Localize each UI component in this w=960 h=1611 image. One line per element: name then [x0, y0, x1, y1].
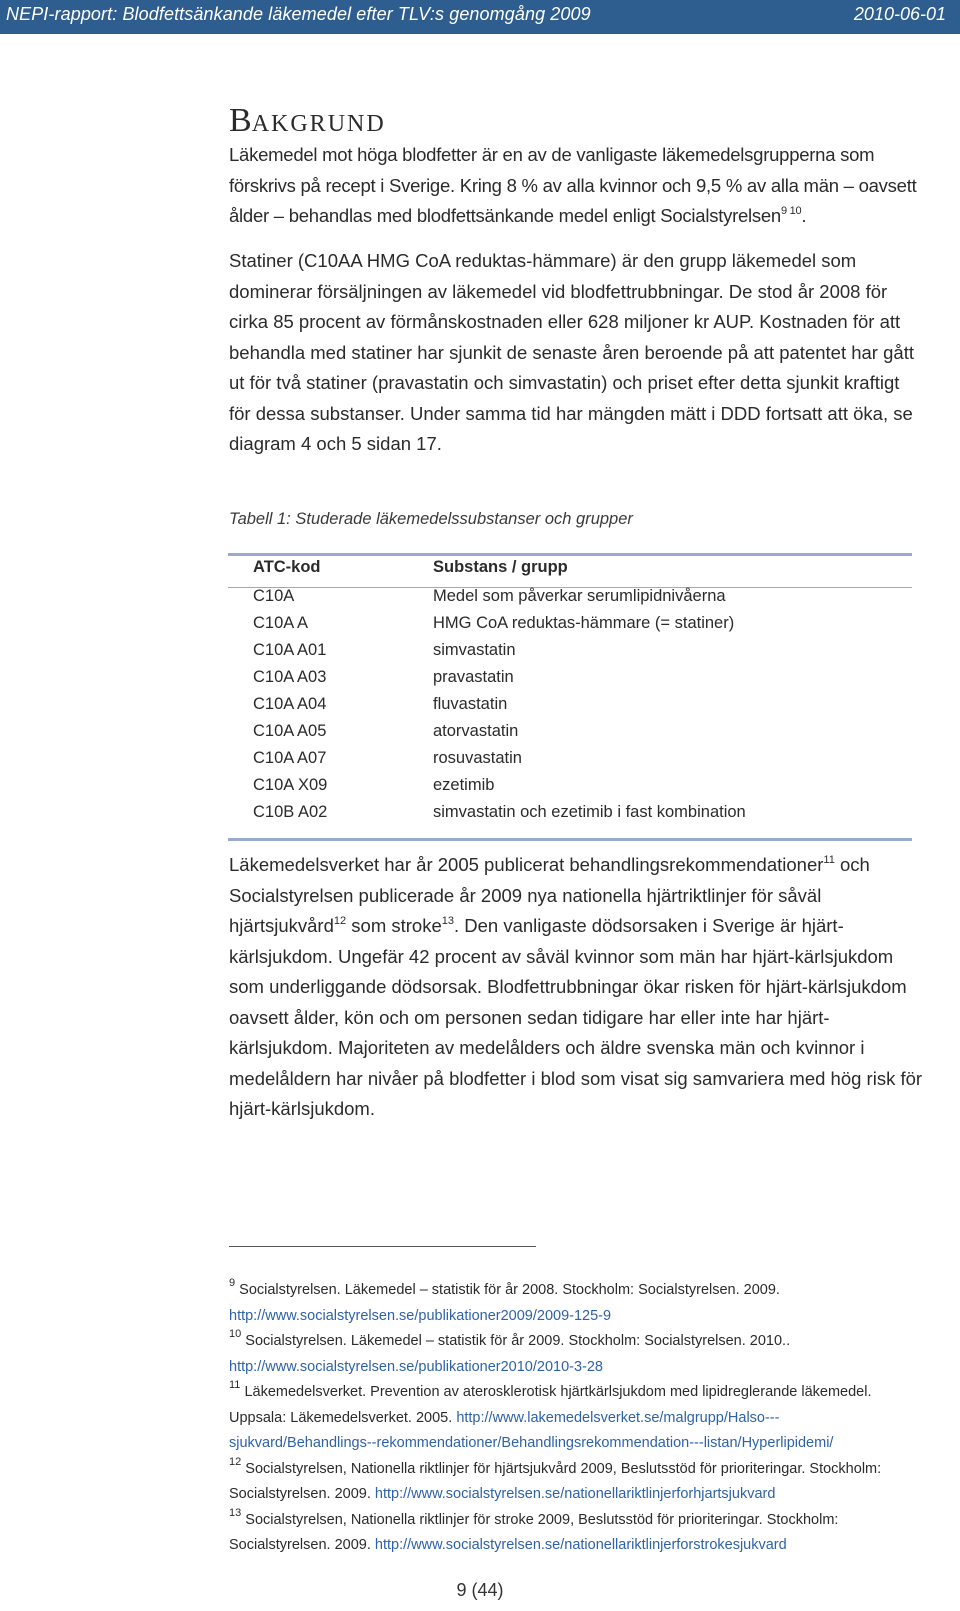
footnote-number: 11	[229, 1379, 241, 1391]
footnote-number: 9	[229, 1277, 236, 1289]
paragraph-line: hjärt-kärlsjukdom.	[229, 1098, 375, 1119]
substance: ezetimib	[433, 776, 495, 794]
footnote-text: Uppsala: Läkemedelsverket. 2005.	[229, 1409, 457, 1426]
heading-initial: B	[229, 102, 252, 139]
footnote-link[interactable]: http://www.socialstyrelsen.se/publikationer2010/2010-3-28	[229, 1358, 603, 1375]
paragraph-line: dominerar försäljningen av läkemedel vid blodfettrubbningar. De stod år 2008 för	[229, 280, 888, 302]
page-number: 9 (44)	[456, 1580, 504, 1600]
paragraph-line: diagram 4 och 5 sidan 17.	[229, 433, 442, 454]
substance: atorvastatin	[433, 722, 519, 740]
footnote-11	[229, 1380, 949, 1406]
section-heading	[229, 102, 386, 140]
substance: pravastatin	[433, 668, 514, 686]
footnote-separator	[229, 1246, 536, 1247]
paragraph-line: Socialstyrelsen publicerade år 2009 nya nationella hjärtriktlinjer för såväl	[229, 884, 822, 906]
paragraph-line: Statiner (C10AA HMG CoA reduktas-hämmare) är den grupp läkemedel som	[229, 250, 857, 271]
footnote-9	[229, 1278, 949, 1304]
footnote-ref: 13	[441, 915, 454, 927]
paragraph-line: kärlsjukdom. Ungefär 42 procent av såväl kvinnor som män har hjärt-kärlsjukdom	[229, 945, 894, 967]
atc-code: C10A A03	[253, 668, 327, 686]
footnote-text: Socialstyrelsen. 2009.	[229, 1486, 375, 1502]
paragraph-line: ut för två statiner (pravastatin och simvastatin) och priset efter detta sjunkit kraftigt	[229, 372, 900, 393]
line-text: Läkemedelsverket har år 2005 publicerat behandlingsrekommendationer	[229, 854, 824, 875]
paragraph-line: oavsett ålder, kön och om personen sedan tidigare har eller inte har hjärt-	[229, 1006, 830, 1028]
line-text: . Den vanligaste dödsorsaken i Sverige är hjärt-	[454, 915, 844, 936]
atc-code: C10A A	[253, 614, 309, 632]
paragraph-line: Läkemedel mot höga blodfetter är en av de vanligaste läkemedelsgrupperna som	[229, 144, 875, 165]
footnote-text: Läkemedelsverket. Prevention av aterosklerotisk hjärtkärlsjukdom med lipidreglerande läkemedel.	[244, 1384, 872, 1400]
footnote-number: 10	[229, 1328, 242, 1340]
footnote-ref: 9 10	[780, 205, 802, 217]
footnote-ref: 12	[333, 915, 347, 927]
paragraph-line: behandla med statiner har sjunkit de senaste åren beroende på att patentet har gått	[229, 341, 914, 363]
line-end: .	[801, 205, 807, 226]
footnote-link[interactable]: sjukvard/Behandlings--rekommendationer/Behandlingsrekommendation---listan/Hyperlipidemi/	[229, 1435, 834, 1451]
substance: Medel som påverkar serumlipidnivåerna	[433, 587, 726, 605]
paragraph-statiner	[229, 246, 959, 460]
footnote-text: Socialstyrelsen. Läkemedel – statistik för år 2009. Stockholm: Socialstyrelsen. 2010..	[245, 1333, 791, 1349]
table-caption: Tabell 1: Studerade läkemedelssubstanser och grupper	[229, 510, 633, 528]
footnote-10	[229, 1329, 949, 1355]
footnote-link[interactable]: http://www.socialstyrelsen.se/publikationer2009/2009-125-9	[229, 1307, 612, 1324]
paragraph-line: cirka 85 procent av förmånskostnaden eller 628 miljoner kr AUP. Kostnaden för att	[229, 311, 901, 332]
atc-code: C10A A04	[253, 695, 327, 713]
footnote-13	[229, 1508, 949, 1534]
report-date: 2010-06-01	[853, 4, 946, 24]
paragraph-guidelines	[229, 850, 959, 1125]
table-rule-top	[228, 553, 912, 556]
atc-code: C10A	[253, 587, 295, 605]
footnote-line	[229, 1482, 949, 1508]
footnotes	[229, 1278, 949, 1559]
paragraph-line: förskrivs på recept i Sverige. Kring 8 % av alla kvinnor och 9,5 % av alla män – oavsett	[229, 174, 917, 196]
paragraph-line: som underliggande dödsorsak. Blodfettrubbningar ökar risken för hjärt-kärlsjukdom	[229, 976, 907, 997]
substance: fluvastatin	[433, 695, 508, 713]
header-substance: Substans / grupp	[433, 558, 568, 576]
footnote-number: 12	[229, 1455, 242, 1468]
footnote-number: 13	[229, 1506, 242, 1519]
footnote-text: Socialstyrelsen, Nationella riktlinjer för stroke 2009, Beslutsstöd för prioriteringar. Stockholm:	[245, 1511, 839, 1528]
atc-code: C10A A01	[253, 641, 327, 659]
report-title: NEPI-rapport: Blodfettsänkande läkemedel efter TLV:s genomgång 2009	[6, 4, 591, 24]
atc-code: C10A A05	[253, 722, 327, 740]
footnote-text: Socialstyrelsen. Läkemedel – statistik för år 2008. Stockholm: Socialstyrelsen. 2009.	[239, 1282, 780, 1298]
table-rule-bottom	[228, 838, 912, 841]
footnote-line	[229, 1533, 949, 1559]
line-text: hjärtsjukvård	[229, 915, 334, 936]
line-text: ålder – behandlas med blodfettsänkande medel enligt Socialstyrelsen	[229, 205, 781, 226]
page-header	[0, 0, 960, 34]
footnote-ref: 11	[823, 854, 835, 866]
footnote-text: Socialstyrelsen. 2009.	[229, 1537, 375, 1553]
line-text: som stroke	[346, 915, 442, 936]
paragraph-line	[229, 201, 959, 232]
header-atc-code: ATC-kod	[253, 558, 321, 576]
footnote-12	[229, 1457, 949, 1483]
line-text: och	[834, 854, 870, 875]
substance: rosuvastatin	[433, 749, 522, 767]
substance: simvastatin	[433, 641, 516, 659]
atc-code: C10B A02	[253, 803, 328, 821]
footnote-line	[229, 1406, 949, 1432]
paragraph-line: kärlsjukdom. Majoriteten av medelålders och äldre svenska män och kvinnor i	[229, 1037, 865, 1058]
paragraph-line	[229, 850, 959, 881]
heading-rest: AKGRUND	[251, 111, 386, 137]
paragraph-intro	[229, 140, 959, 232]
footnote-link[interactable]: http://www.lakemedelsverket.se/malgrupp/Halso---	[456, 1409, 780, 1426]
paragraph-line: medelåldern har nivåer på blodfetter i blod som visat sig samvariera med hög risk för	[229, 1067, 923, 1089]
paragraph-line: för dessa substanser. Under samma tid har mängden mätt i DDD fortsatt att öka, se	[229, 402, 913, 424]
atc-code: C10A A07	[253, 749, 327, 767]
paragraph-line	[229, 911, 959, 942]
substance: simvastatin och ezetimib i fast kombination	[433, 803, 746, 821]
atc-code: C10A X09	[253, 776, 328, 794]
footnote-link[interactable]: http://www.socialstyrelsen.se/nationellariktlinjerforstrokesjukvard	[374, 1537, 787, 1553]
footnote-link[interactable]: http://www.socialstyrelsen.se/nationellariktlinjerforhjartsjukvard	[374, 1486, 776, 1502]
substance: HMG CoA reduktas-hämmare (= statiner)	[433, 614, 735, 632]
footnote-text: Socialstyrelsen, Nationella riktlinjer för hjärtsjukvård 2009, Beslutsstöd för prioriteringar. Stockholm:	[245, 1460, 882, 1477]
